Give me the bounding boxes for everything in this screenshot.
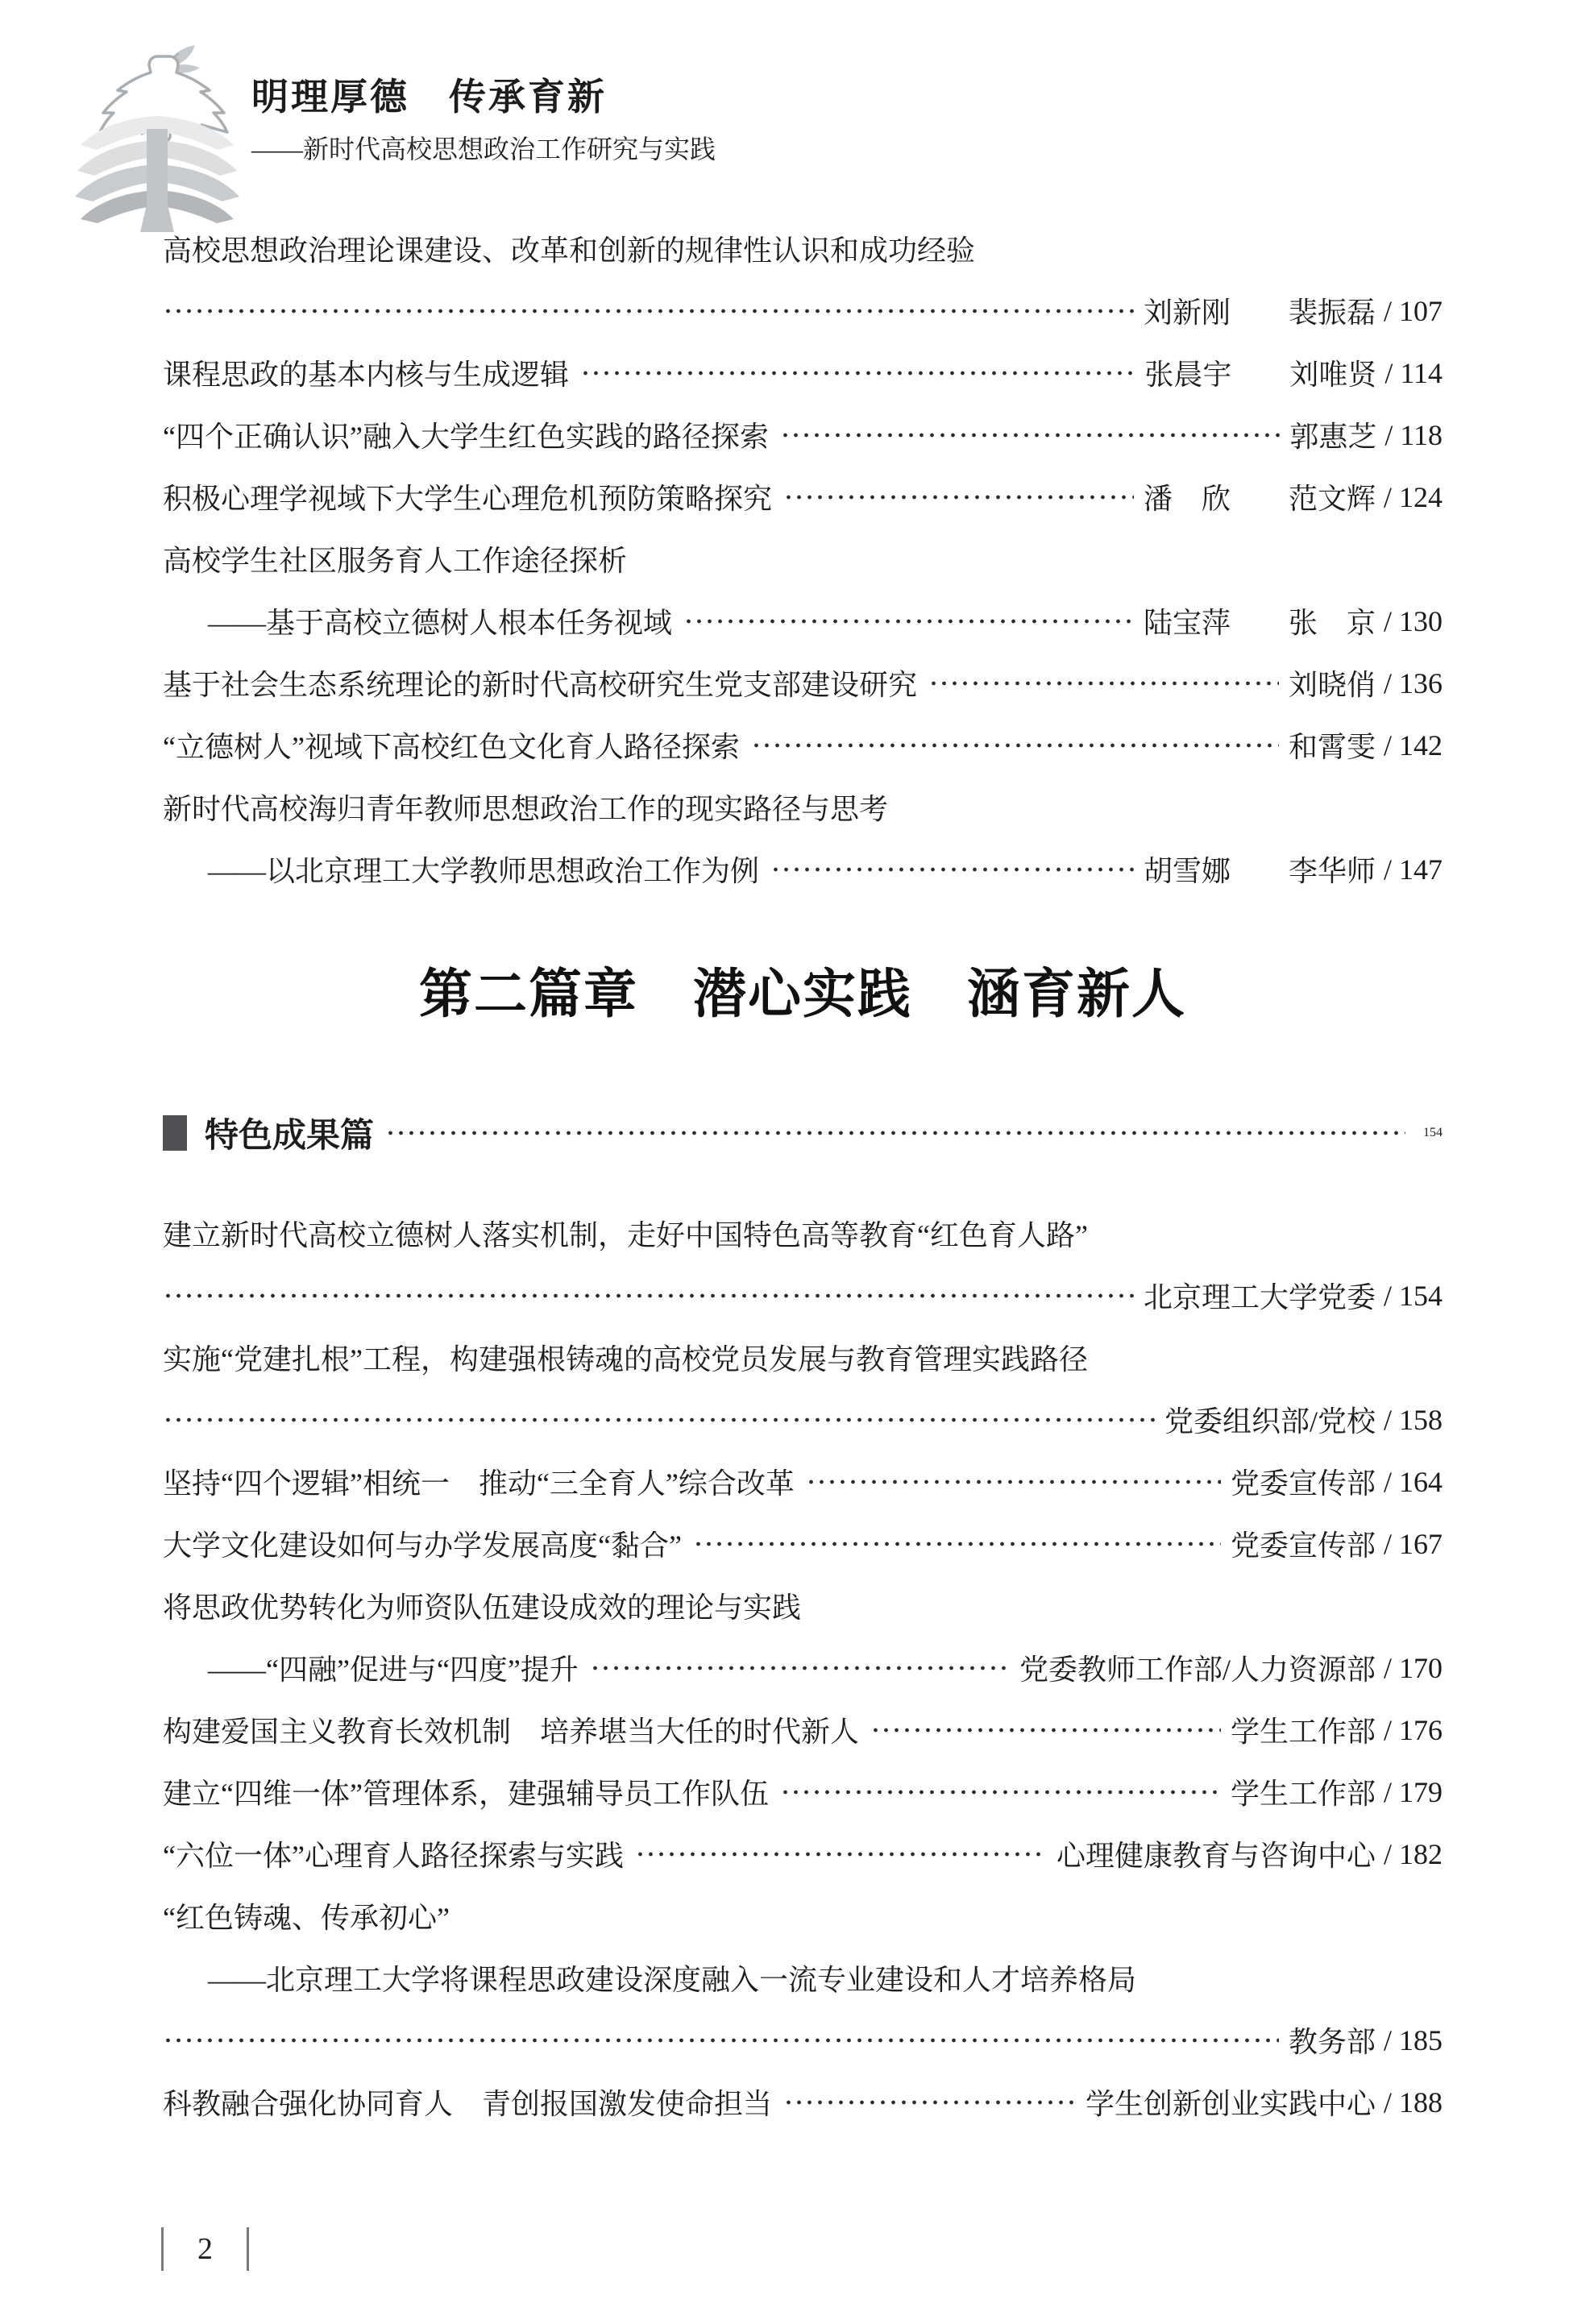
toc-entry-title: 实施“党建扎根”工程，构建强根铸魂的高校党员发展与教育管理实践路径 — [163, 1343, 1088, 1376]
toc-entry-title: 高校学生社区服务育人工作途径探析 — [163, 545, 628, 577]
toc-entry-title: 坚持“四个逻辑”相统一 推动“三全育人”综合改革 — [163, 1467, 795, 1500]
toc-entry-title: ——以北京理工大学教师思想政治工作为例 — [208, 855, 760, 887]
toc-entry-page: / 142 — [1383, 728, 1442, 762]
page-number: 2 — [197, 2232, 213, 2266]
dotted-leader — [780, 433, 1280, 438]
toc-entry-authors: 党委宣传部 — [1230, 1529, 1376, 1562]
table-of-contents — [163, 218, 1442, 2133]
toc-entry-page: / 164 — [1383, 1465, 1442, 1498]
section-heading: 第二篇章 潜心实践 涵育新人 — [419, 965, 1186, 1024]
toc-entry-page: / 114 — [1384, 356, 1442, 389]
toc-entry-line — [163, 528, 1442, 590]
toc-entry-line — [163, 1699, 1442, 1761]
toc-entry-title: 基于社会生态系统理论的新时代高校研究生党支部建设研究 — [163, 669, 918, 701]
toc-entry-title: 构建爱国主义教育长效机制 培养堪当大任的时代新人 — [163, 1716, 860, 1748]
toc-entry-line — [163, 2009, 1442, 2071]
subsection-label: 特色成果篇 — [205, 1117, 375, 1155]
book-subtitle: ——新时代高校思想政治工作研究与实践 — [251, 135, 716, 164]
dotted-leader — [783, 495, 1134, 500]
toc-entry-authors: 和霄雯 — [1288, 731, 1376, 763]
dotted-leader — [770, 867, 1134, 872]
toc-part1 — [163, 218, 1442, 900]
toc-entry-line — [163, 218, 1442, 280]
toc-entry-line — [163, 1823, 1442, 1885]
toc-entry-authors: 学生创新创业实践中心 — [1085, 2088, 1376, 2120]
toc-entry-authors: 潘 欣 范文辉 — [1143, 483, 1376, 515]
toc-entry-line — [163, 776, 1442, 838]
dotted-leader — [385, 1131, 1405, 1135]
toc-entry-title: 将思政优势转化为师资队伍建设成效的理论与实践 — [163, 1592, 802, 1624]
page-footer — [161, 2226, 249, 2272]
toc-entry-title: 课程思政的基本内核与生成逻辑 — [163, 359, 570, 391]
dotted-leader — [928, 681, 1279, 686]
toc-entry-authors: 陆宝萍 张 京 — [1143, 607, 1376, 639]
toc-entry-authors: 心理健康教育与咨询中心 — [1056, 1840, 1376, 1872]
dotted-leader — [163, 1417, 1155, 1422]
subsection-page: 154 — [1423, 1125, 1442, 1139]
toc-entry-authors: 学生工作部 — [1230, 1778, 1376, 1810]
toc-entry-title: 建立“四维一体”管理体系，建强辅导员工作队伍 — [163, 1778, 769, 1810]
toc-entry-page: / 176 — [1383, 1713, 1442, 1746]
toc-entry-page: / 188 — [1383, 2085, 1442, 2119]
toc-entry-line — [163, 1264, 1442, 1326]
toc-entry-authors: 党委组织部/党校 — [1164, 1405, 1376, 1438]
dotted-leader — [163, 309, 1134, 313]
toc-entry-line — [163, 404, 1442, 466]
toc-entry-page: / 158 — [1383, 1403, 1442, 1436]
toc-entry-line — [163, 1761, 1442, 1823]
page-header — [0, 0, 1594, 242]
dotted-leader — [683, 619, 1134, 624]
dotted-leader — [580, 371, 1135, 376]
toc-entry-title: 积极心理学视域下大学生心理危机预防策略探究 — [163, 483, 773, 515]
toc-entry-line — [163, 590, 1442, 652]
toc-entry-title: 建立新时代高校立德树人落实机制，走好中国特色高等教育“红色育人路” — [163, 1219, 1088, 1251]
toc-entry-line — [163, 714, 1442, 776]
toc-entry-line — [163, 1947, 1442, 2009]
toc-entry-page: / 185 — [1383, 2023, 1442, 2056]
dotted-leader — [783, 2100, 1076, 2105]
toc-entry-authors: 张晨宇 刘唯贤 — [1144, 359, 1377, 391]
toc-entry-page: / 154 — [1383, 1279, 1442, 1312]
toc-entry-line — [163, 1388, 1442, 1450]
dotted-leader — [751, 743, 1279, 748]
toc-entry-title: “立德树人”视域下高校红色文化育人路径探索 — [163, 731, 740, 763]
section-marker-square — [163, 1115, 187, 1151]
toc-entry-line — [163, 1575, 1442, 1637]
toc-entry-authors: 党委教师工作部/人力资源部 — [1019, 1654, 1376, 1686]
dotted-leader — [693, 1542, 1221, 1546]
toc-entry-page: / 147 — [1383, 853, 1442, 886]
toc-entry-title: 新时代高校海归青年教师思想政治工作的现实路径与思考 — [163, 793, 889, 825]
toc-entry-line — [163, 1637, 1442, 1699]
toc-entry-line — [163, 280, 1442, 342]
footer-bar-right — [247, 2227, 249, 2271]
toc-entry-line — [163, 1326, 1442, 1388]
dotted-leader — [163, 2038, 1279, 2043]
toc-entry-line — [163, 1885, 1442, 1947]
toc-entry-title: “六位一体”心理育人路径探索与实践 — [163, 1840, 624, 1872]
toc-entry-authors: 刘晓俏 — [1288, 669, 1376, 701]
book-title: 明理厚德 传承育新 — [251, 77, 607, 118]
toc-entry-authors: 刘新刚 裴振磊 — [1143, 297, 1376, 329]
toc-entry-authors: 学生工作部 — [1230, 1716, 1376, 1748]
dotted-leader — [590, 1666, 1010, 1670]
dotted-leader — [870, 1728, 1221, 1733]
toc-entry-authors: 北京理工大学党委 — [1143, 1281, 1376, 1313]
toc-entry-line — [163, 342, 1442, 404]
toc-entry-title: “红色铸魂、传承初心” — [163, 1902, 450, 1934]
toc-entry-authors: 教务部 — [1288, 2026, 1376, 2058]
header-text-block — [251, 74, 716, 168]
toc-entry-authors: 党委宣传部 — [1230, 1467, 1376, 1500]
subsection-row — [163, 1102, 1442, 1164]
toc-entry-line — [163, 652, 1442, 714]
toc-entry-line — [163, 838, 1442, 900]
toc-entry-title: ——北京理工大学将课程思政建设深度融入一流专业建设和人才培养格局 — [208, 1964, 1137, 1996]
toc-entry-title: ——“四融”促进与“四度”提升 — [208, 1654, 579, 1686]
toc-entry-page: / 130 — [1383, 604, 1442, 637]
dotted-leader — [806, 1479, 1221, 1484]
toc-entry-line — [163, 2071, 1442, 2133]
toc-entry-title: 高校思想政治理论课建设、改革和创新的规律性认识和成功经验 — [163, 234, 976, 267]
toc-entry-line — [163, 1513, 1442, 1575]
toc-entry-line — [163, 1202, 1442, 1264]
toc-entry-title: “四个正确认识”融入大学生红色实践的路径探索 — [163, 421, 769, 453]
toc-entry-page: / 179 — [1383, 1775, 1442, 1808]
toc-entry-title: 大学文化建设如何与办学发展高度“黏合” — [163, 1529, 682, 1562]
toc-part2 — [163, 1202, 1442, 2133]
dotted-leader — [635, 1852, 1047, 1857]
dotted-leader — [163, 1293, 1134, 1298]
toc-entry-page: / 182 — [1383, 1837, 1442, 1870]
toc-entry-page: / 107 — [1383, 294, 1442, 327]
toc-entry-line — [163, 1450, 1442, 1513]
toc-entry-title: 科教融合强化协同育人 青创报国激发使命担当 — [163, 2088, 773, 2120]
dotted-leader — [780, 1790, 1221, 1795]
toc-entry-page: / 118 — [1384, 418, 1442, 451]
toc-entry-line — [163, 466, 1442, 528]
toc-entry-page: / 124 — [1383, 480, 1442, 513]
toc-entry-page: / 170 — [1383, 1651, 1442, 1684]
toc-entry-authors: 胡雪娜 李华师 — [1143, 855, 1376, 887]
toc-entry-title: ——基于高校立德树人根本任务视域 — [208, 607, 673, 639]
toc-entry-page: / 136 — [1383, 666, 1442, 699]
toc-entry-page: / 167 — [1383, 1527, 1442, 1560]
dove-laurel-logo-icon — [69, 39, 245, 239]
toc-entry-authors: 郭惠芝 — [1289, 421, 1377, 453]
